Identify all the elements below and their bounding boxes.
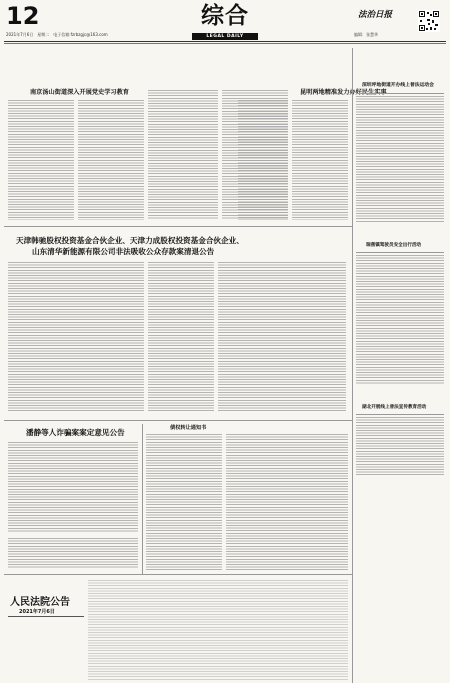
page-number: 12	[6, 2, 40, 30]
headline-rule	[356, 252, 444, 253]
notice-body	[146, 434, 222, 570]
headline-rule	[356, 93, 444, 94]
dateline: 2021年7月6日 星期二 电子信箱:fzrbzgjc@163.com	[6, 32, 108, 37]
article-body	[356, 417, 444, 477]
newspaper-logo: 法治日报	[358, 10, 393, 20]
headline-kunming: 昆明两地精准发力办好民生实事	[300, 89, 387, 96]
headline-notice-2: 山东清华新能源有限公司非法吸收公众存款案清退公告	[32, 247, 215, 256]
article-body	[292, 100, 348, 220]
section-divider	[4, 574, 352, 575]
article-body	[356, 96, 444, 222]
headline-hubei: 湖北开展线上普法宣传教育活动	[362, 405, 427, 410]
masthead-rule-thin	[4, 43, 446, 44]
announcement-date: 2021年7月6日	[19, 609, 55, 615]
section-subtitle: LEGAL DAILY	[192, 33, 258, 40]
qr-code-icon	[418, 10, 440, 32]
headline-ruiyan: 瑞燕镇驾驶员安全出行活动	[366, 243, 422, 248]
headline-panjing: 潘静等人诈骗案案定意见公告	[26, 428, 125, 437]
headline-debt-transfer: 债权转让通知书	[170, 425, 207, 431]
headline-rule	[356, 414, 444, 415]
headline-notice-1: 天津韩驰股权投资基金合伙企业、天津力成股权投资基金合伙企业、	[16, 236, 244, 245]
article-body	[238, 100, 288, 220]
article-body	[356, 255, 444, 385]
section-divider	[4, 420, 352, 421]
article-body	[8, 100, 74, 220]
announcement-title: 人民法院公告	[10, 597, 70, 608]
article-body	[148, 90, 218, 220]
notice-body	[148, 262, 214, 412]
headline-shenzhen: 深圳坪地街道开办线上普法运动会	[362, 83, 434, 88]
notice-body	[218, 262, 346, 412]
announcement-rule	[8, 616, 84, 617]
section-divider	[4, 226, 352, 227]
editor-line: 编辑：张慧华	[354, 32, 378, 37]
column-divider	[352, 48, 353, 683]
notice-body	[8, 538, 138, 568]
notice-body	[8, 262, 144, 412]
article-body	[78, 100, 144, 220]
notice-body	[8, 442, 138, 532]
masthead-rule	[4, 41, 446, 42]
column-divider	[142, 424, 143, 574]
announcement-body	[88, 580, 348, 680]
headline-nanjing: 南京汤山街道深入开展党史学习教育	[30, 89, 129, 96]
section-title: 综合	[201, 2, 249, 29]
notice-body	[226, 434, 348, 570]
